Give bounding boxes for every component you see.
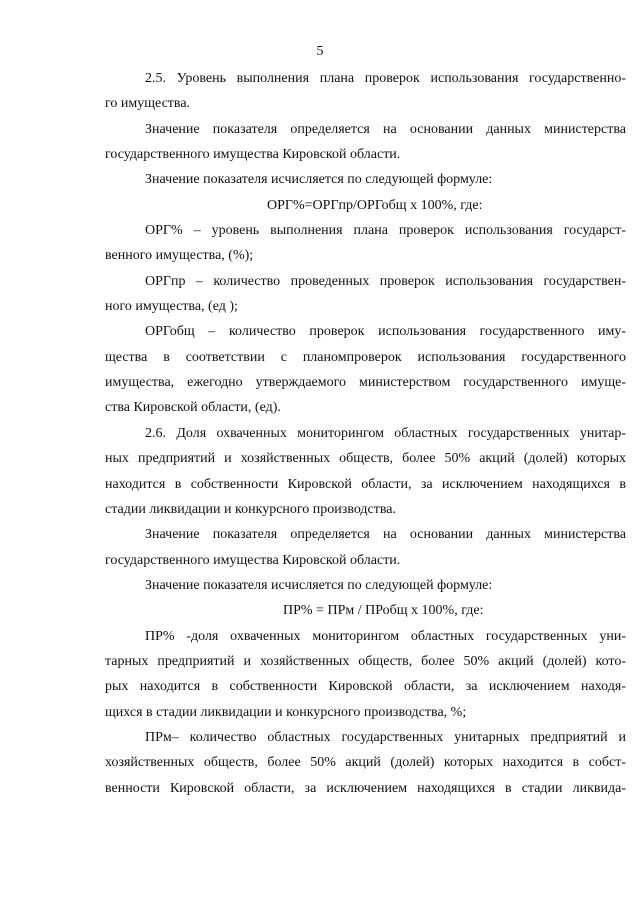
paragraph-line: щихся в стадии ликвидации и конкурсного производства, %; [105,704,467,720]
paragraph-line: Значение показателя исчисляется по следующей формуле: [145,577,493,593]
paragraph-line: государственного имущества Кировской области. [105,552,401,568]
paragraph-line: имущества, ежегодно утверждаемого министерством государственного имуще- [105,375,626,391]
paragraph-line: ПР% -доля охваченных мониторингом областных государственных уни- [145,628,626,644]
paragraph-line: ОРГпр – количество проведенных проверок использования государствен- [145,273,626,289]
paragraph-line: 2.5. Уровень выполнения плана проверок использования государственно- [145,71,626,86]
paragraph-line: ОРГобщ – количество проверок использования государственного иму- [145,324,626,340]
paragraph-line: 2.6. Доля охваченных мониторингом областных государственных унитар- [145,425,626,441]
paragraph-line: щества в соответствии с планомпроверок использования государственного [105,349,626,365]
paragraph-line: Значение показателя исчисляется по следующей формуле: [145,172,493,188]
paragraph-line: венности Кировской области, за исключением находящихся в стадии ликвида- [105,780,626,796]
paragraph-line: го имущества. [105,96,191,112]
paragraph-line: тарных предприятий и хозяйственных обществ, более 50% акций (долей) кото- [105,653,626,669]
paragraph-line: ного имущества, (ед ); [105,299,238,315]
paragraph-line: находится в собственности Кировской области, за исключением находящихся в [105,476,626,492]
paragraph-line: рых находится в собственности Кировской области, за исключением находя- [105,679,626,695]
paragraph-line: хозяйственных обществ, более 50% акций (долей) которых находится в собст- [105,755,626,771]
page-number: 5 [316,44,324,59]
formula-line: ОРГ%=ОРГпр/ОРГобщ х 100%, где: [267,197,483,213]
paragraph-line: венного имущества, (%); [105,248,254,264]
paragraph-line: ПРм– количество областных государственных унитарных предприятий и [145,729,626,745]
paragraph-line: Значение показателя определяется на основании данных министерства [145,121,626,137]
document-body [105,66,626,801]
paragraph-line: Значение показателя определяется на основании данных министерства [145,527,626,543]
formula-line: ПР% = ПРм / ПРобщ х 100%, где: [283,603,484,619]
paragraph-line: ОРГ% – уровень выполнения плана проверок использования государст- [145,223,626,239]
paragraph-line: ства Кировской области, (ед). [105,400,281,416]
paragraph-line: государственного имущества Кировской области. [105,147,401,163]
paragraph-line: стадии ликвидации и конкурсного производства. [105,501,397,517]
paragraph-line: ных предприятий и хозяйственных обществ, более 50% акций (долей) которых [105,451,626,467]
